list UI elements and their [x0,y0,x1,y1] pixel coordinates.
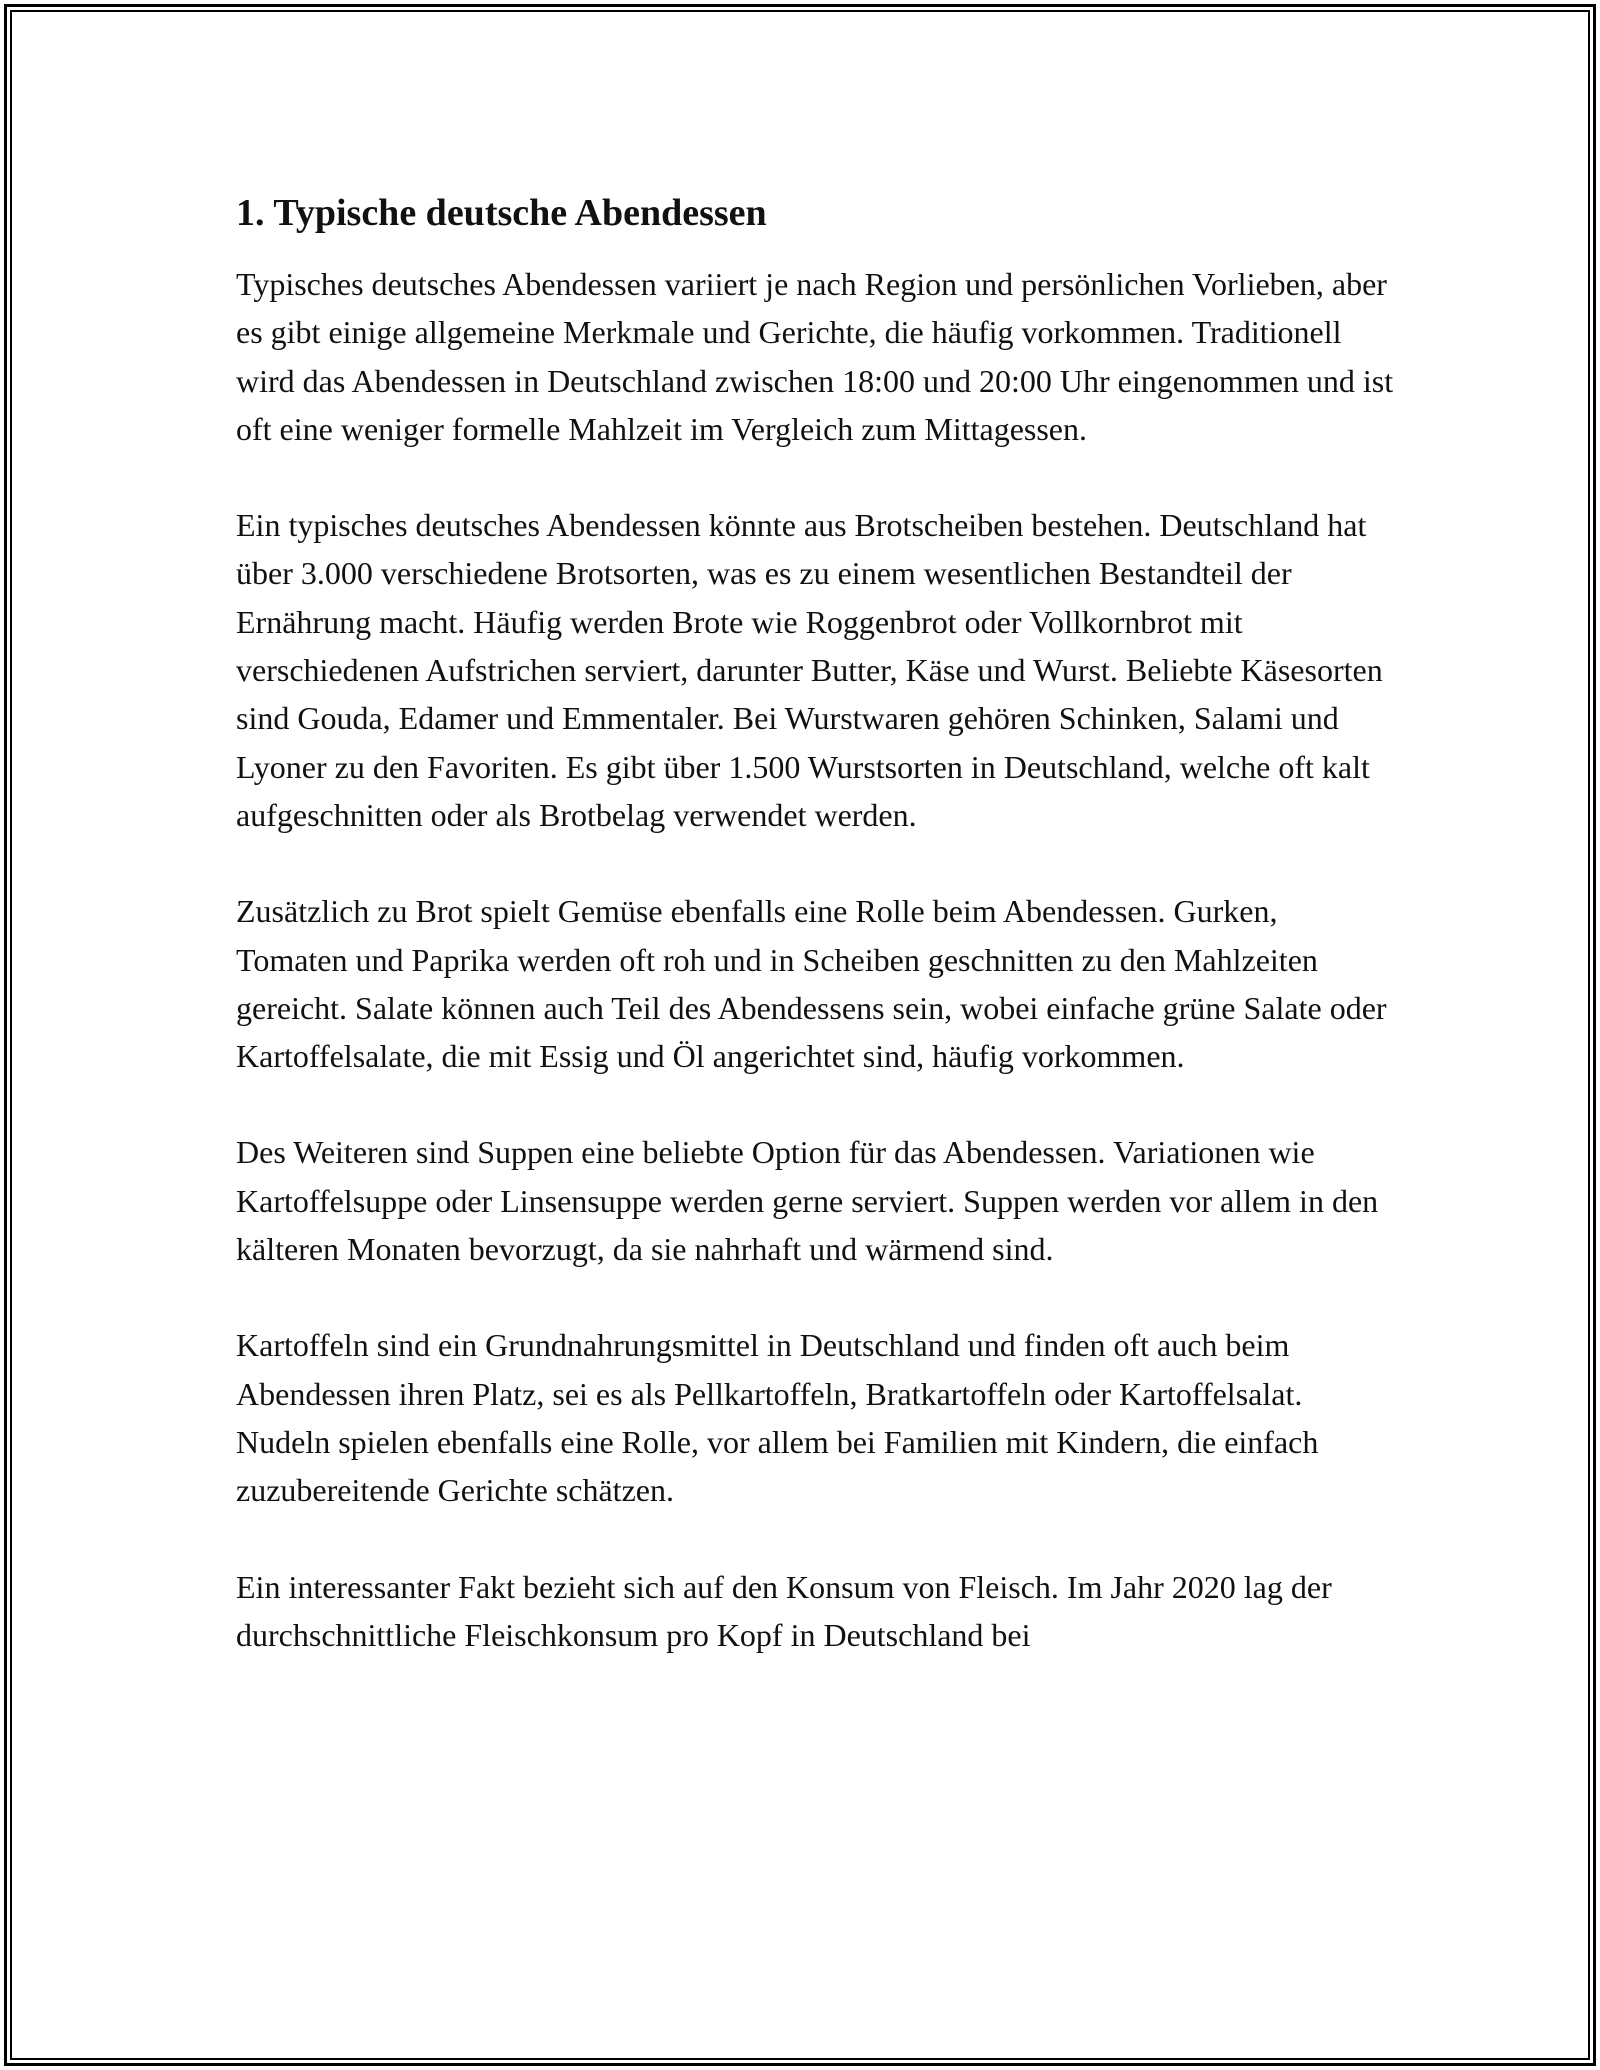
paragraph-4: Des Weiteren sind Suppen eine beliebte Option für das Abendessen. Variationen wie Kartoffelsuppe oder Linsensuppe werden gerne serviert. Suppen werden vor allem in den kälteren Monaten bevorzugt, da sie nahrhaft und wärmend sind. [236,1134,1379,1268]
paragraph-6: Ein interessanter Fakt bezieht sich auf den Konsum von Fleisch. Im Jahr 2020 lag der durchschnittliche Fleischkonsum pro Kopf in Deutschland bei [236,1568,1332,1653]
paragraph-1: Typisches deutsches Abendessen variiert je nach Region und persönlichen Vorlieben, aber es gibt einige allgemeine Merkmale und Gerichte, die häufig vorkommen. Traditionell wird das Abendessen in Deutschland zwischen 18:00 und 20:00 Uhr eingenommen und ist oft eine weniger formelle Mahlzeit im Vergleich zum Mittagessen. [236,266,1394,447]
section-heading: 1. Typische deutsche Abendessen [236,192,767,234]
paragraph-2: Ein typisches deutsches Abendessen könnte aus Brotscheiben bestehen. Deutschland hat über 3.000 verschiedene Brotsorten, was es zu einem wesentlichen Bestandteil der Ernährung macht. Häufig werden Brote wie Roggenbrot oder Vollkornbrot mit verschiedenen Aufstrichen serviert, darunter Butter, Käse und Wurst. Beliebte Käsesorten sind Gouda, Edamer und Emmentaler. Bei Wurstwaren gehören Schinken, Salami und Lyoner zu den Favoriten. Es gibt über 1.500 Wurstsorten in Deutschland, welche oft kalt aufgeschnitten oder als Brotbelag verwendet werden. [236,507,1383,833]
document-body [236,184,1396,1707]
paragraph-3: Zusätzlich zu Brot spielt Gemüse ebenfalls eine Rolle beim Abendessen. Gurken, Tomaten und Paprika werden oft roh und in Scheiben geschnitten zu den Mahlzeiten gereicht. Salate können auch Teil des Abendessens sein, wobei einfache grüne Salate oder Kartoffelsalate, die mit Essig und Öl angerichtet sind, häufig vorkommen. [236,893,1387,1075]
paragraph-5: Kartoffeln sind ein Grundnahrungsmittel in Deutschland und finden oft auch beim Abendessen ihren Platz, sei es als Pellkartoffeln, Bratkartoffeln oder Kartoffelsalat. Nudeln spielen ebenfalls eine Rolle, vor allem bei Familien mit Kindern, die einfach zuzubereitende Gerichte schätzen. [236,1327,1319,1509]
